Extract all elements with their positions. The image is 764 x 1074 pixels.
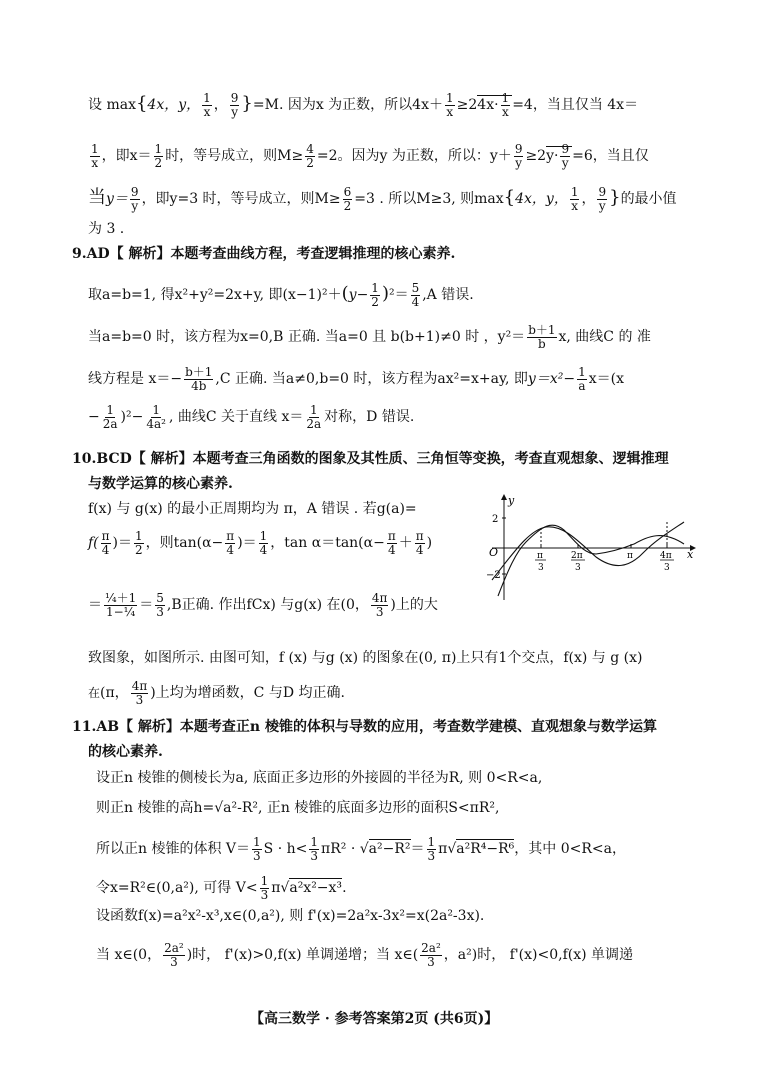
frac: $\frac{\pi}{4}$ [415, 529, 424, 557]
frac: $\frac{1}{4}$ [259, 529, 268, 557]
frac: $\frac{9}{y}$ [598, 185, 607, 213]
p9-line-4: − $\frac{1}{2a}$ )²− $\frac{1}{\text{4a²}}$ , 曲线C 关于直线 x＝ $\frac{1}{2a}$ 对称，D 错误. [88, 403, 415, 431]
p9-heading: 9.AD【 解析】本题考查曲线方程，考查逻辑推理的核心素养. [72, 246, 456, 262]
frac: $\frac{1}{x}$ [203, 91, 211, 119]
p9-line-3: 线方程是 x＝− $\frac{b+1}{4b}$ ,C 正确. 当a≠0,b=0 时，该方程为ax²=x+ay, 即y＝x²− $\frac{1}{a}$ x＝(x [88, 365, 624, 393]
frac: $\frac{4\pi}{3}$ [131, 679, 148, 707]
x-axis-label: x [687, 548, 694, 561]
p10-line-4: 致图象，如图所示. 由图可知，f (x) 与g (x) 的图象在(0, π)上只有1个交点，f(x) 与 g (x) [88, 650, 643, 666]
frac: $\frac{1}{\text{4a²}}$ [146, 403, 166, 431]
frac: $\frac{\text{2a²}}{3}$ [164, 941, 184, 969]
frac: $\frac{b+1}{b}$ [528, 323, 556, 351]
frac: $\frac{\pi}{4}$ [226, 529, 235, 557]
p10-line-1: f(x) 与 g(x) 的最小正周期均为 π，A 错误 . 若g(a)= [88, 501, 417, 517]
p9-line-1: 取a=b=1, 得x²+y²=2x+y, 即(x−1)²＋(y− $\frac{1}{2}$ )²＝ $\frac{5}{4}$ ,A 错误. [88, 281, 474, 309]
p10-line-3: ＝ $\frac{\text{¼＋1}}{\text{1−¼}}$ ＝ $\frac{5}{3}$ ,B正确. 作出fCx) 与g(x) 在(0， $\frac{4\pi}{3}$ )上的大 [88, 591, 438, 619]
frac: $\frac{1}{2}$ [135, 529, 143, 557]
frac: $\frac{1}{3}$ [427, 835, 436, 863]
frac: $\frac{6}{2}$ [343, 185, 352, 213]
frac: $\frac{\pi}{4}$ [101, 529, 110, 557]
p11-heading-2: 的核心素养. [88, 744, 163, 760]
frac: $\frac{b+1}{4b}$ [185, 365, 213, 393]
g-curve [498, 525, 684, 596]
frac: $\frac{1}{a}$ [578, 365, 586, 393]
f-curve [492, 522, 684, 580]
p9-line-2: 当a=b=0 时，该方程为x=0,B 正确. 当a=0 且 b(b+1)≠0 时 ，y²＝ $\frac{b+1}{b}$ x, 曲线C 的 准 [88, 323, 651, 351]
p8-line-4: 为 3 . [88, 221, 125, 237]
frac: $\frac{9}{y}$ [230, 91, 239, 119]
frac: $\frac{5}{3}$ [156, 591, 164, 619]
sqrt: a²x²−x³ [289, 880, 343, 897]
frac: $\frac{5}{4}$ [411, 281, 420, 309]
sqrt: y· $\frac{9}{y}$ [546, 146, 572, 164]
origin-label: O [489, 546, 499, 559]
y-tick-2: 2 [492, 514, 499, 525]
frac: $\frac{1}{x}$ [570, 185, 579, 213]
svg-text:3: 3 [538, 563, 544, 573]
p10-line-5: 在(π， $\frac{4\pi}{3}$ )上均为增函数，C 与D 均正确. [88, 679, 345, 707]
p10-heading-1: 10.BCD【 解析】本题考查三角函数的图象及其性质、三角恒等变换，考查直观想象、逻辑推理 [72, 451, 669, 467]
p11-line-3: 所以正n 棱锥的体积 V＝ $\frac{1}{3}$ S · h< $\frac{1}{3}$ πR² · √a²−R²＝ $\frac{1}{3}$ π√a²R⁴−R⁶，其中 0<R<a， [96, 835, 626, 863]
frac: $\frac{4}{2}$ [306, 142, 314, 170]
page-footer: 【高三数学 · 参考答案第2页 (共6页)】 [250, 1011, 499, 1027]
p8-line-1: 设 max{4x，y， $\frac{1}{x}$ ， $\frac{9}{y}$ }=M. 因为x 为正数，所以4x＋ $\frac{1}{x}$ ≥24x· $\frac{1}{x}$ =4，当且仅当 4x＝ [88, 91, 639, 119]
p8-line-2: $\frac{1}{x}$ ，即x＝ $\frac{1}{2}$ 时，等号成立，则M≥ $\frac{4}{2}$ =2。因为y 为正数，所以：y＋ $\frac{9}{y}$ ≥2y· $\frac{9}{y}$ =6，当且仅 [91, 142, 649, 170]
function-graph [484, 492, 698, 604]
frac: $\frac{9}{y}$ [514, 142, 523, 170]
p11-line-2: 则正n 棱锥的高h=√a²-R², 正n 棱锥的底面多边形的面积S<πR², [96, 800, 500, 816]
p8-line-3: 当y＝ $\frac{9}{y}$ ，即y=3 时，等号成立，则M≥ $\frac{6}{2}$ =3 . 所以M≥3, 则max{4x，y， $\frac{1}{x}$ ， $\frac{9}{y}$ }的最小值 [88, 185, 677, 213]
frac: $\frac{1}{2a}$ [102, 403, 118, 431]
svg-text:π: π [627, 551, 633, 561]
svg-text:2π: 2π [571, 551, 583, 561]
frac: $\frac{4\pi}{3}$ [371, 591, 388, 619]
svg-text:3: 3 [664, 563, 670, 573]
y-axis [501, 494, 507, 600]
sqrt: a²−R² [368, 841, 411, 858]
frac: $\frac{\pi}{4}$ [387, 529, 396, 557]
svg-text:4π: 4π [660, 551, 672, 561]
p11-line-4: 令x=R²∈(0,a²), 可得 V< $\frac{1}{3}$ π√a²x²−x³. [96, 874, 347, 902]
frac: $\frac{1}{3}$ [260, 874, 269, 902]
frac: $\frac{1}{x}$ [446, 91, 454, 119]
frac: $\frac{1}{2}$ [371, 281, 379, 309]
sqrt: 4x· $\frac{1}{x}$ [477, 95, 512, 113]
y-tick-neg2: −2 [486, 570, 501, 581]
frac: $\frac{1}{2a}$ [306, 403, 322, 431]
svg-text:3: 3 [575, 563, 581, 573]
y-axis-label: y [508, 494, 515, 507]
p11-heading-1: 11.AB【 解析】本题考查正n 棱锥的体积与导数的应用，考查数学建模、直观想象与数学运算 [72, 719, 657, 735]
frac: $\frac{1}{3}$ [253, 835, 261, 863]
p11-line-5: 设函数f(x)=a²x²-x³,x∈(0,a²), 则 f'(x)=2a²x-3x²=x(2a²-3x). [96, 908, 485, 924]
frac: $\frac{\text{¼＋1}}{\text{1−¼}}$ [105, 591, 137, 619]
sqrt: a²R⁴−R⁶ [456, 841, 515, 858]
p11-line-1: 设正n 棱锥的侧棱长为a, 底面正多边形的外接圆的半径为R, 则 0<R<a, [96, 770, 543, 786]
p11-line-6: 当 x∈(0， $\frac{\text{2a²}}{3}$ )时， f'(x)>0,f(x) 单调递增；当 x∈( $\frac{\text{2a²}}{3}$ ，a²)时， f'(x)<0,f(x) 单调递 [96, 941, 634, 969]
frac: $\frac{1}{x}$ [91, 142, 99, 170]
svg-text:π: π [537, 551, 543, 561]
frac: $\frac{9}{y}$ [130, 185, 139, 213]
frac: $\frac{\text{2a²}}{3}$ [421, 941, 441, 969]
p10-line-2: f( $\frac{\pi}{4}$ )＝ $\frac{1}{2}$ ，则tan(α− $\frac{\pi}{4}$ )＝ $\frac{1}{4}$ ，tan α＝tan(α− $\frac{\pi}{4}$ ＋ $\frac{\pi}{4}$ ) [88, 529, 433, 557]
frac: $\frac{1}{3}$ [310, 835, 319, 863]
p10-heading-2: 与数学运算的核心素养. [88, 476, 233, 492]
frac: $\frac{1}{2}$ [154, 142, 163, 170]
